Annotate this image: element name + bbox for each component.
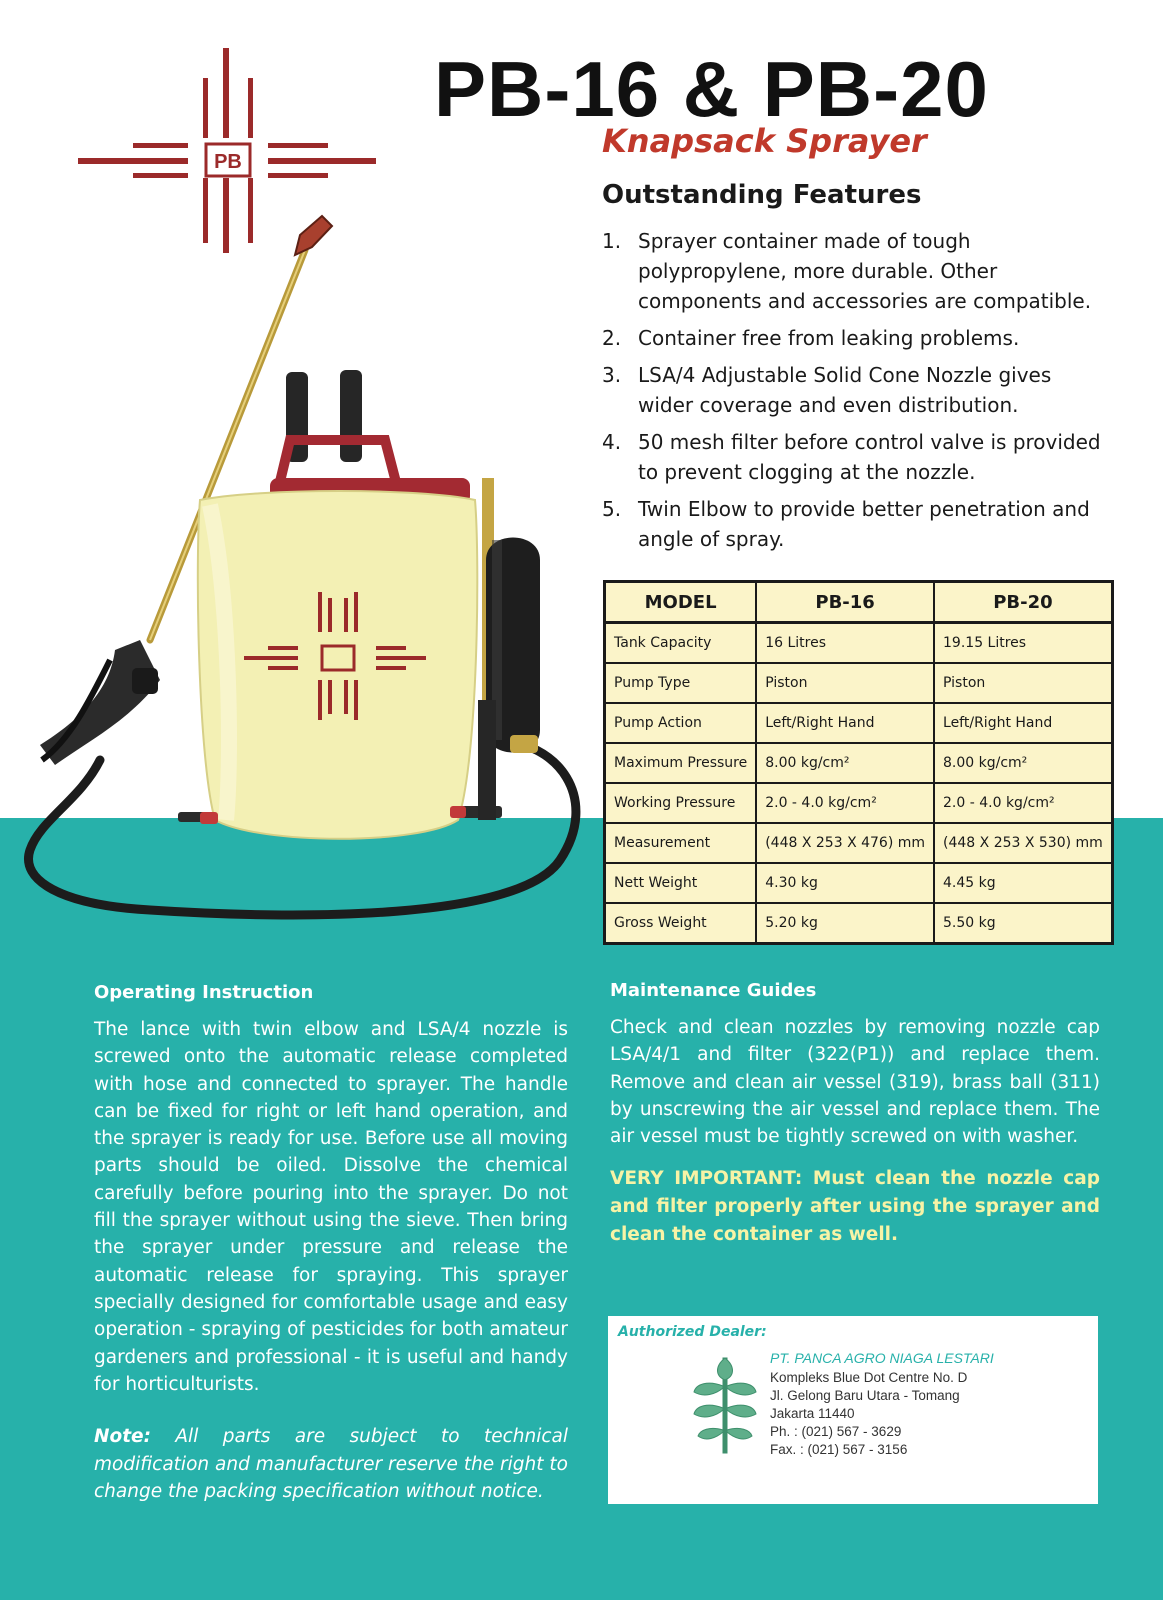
pb16-value: Left/Right Hand — [756, 703, 934, 743]
dealer-address-line: Kompleks Blue Dot Centre No. D — [770, 1370, 968, 1385]
spec-table — [603, 580, 1114, 945]
table-row — [605, 703, 1113, 743]
pb16-value: 5.20 kg — [756, 903, 934, 944]
dealer-phone: Ph. : (021) 567 - 3629 — [770, 1424, 902, 1439]
pb20-value: 19.15 Litres — [934, 623, 1112, 664]
pb20-value: (448 X 253 X 530) mm — [934, 823, 1112, 863]
row-label: Pump Action — [605, 703, 757, 743]
row-label: Tank Capacity — [605, 623, 757, 664]
column-header-pb16: PB-16 — [756, 582, 934, 623]
table-row — [605, 783, 1113, 823]
feature-item — [602, 226, 1102, 316]
feature-item — [602, 323, 1102, 353]
table-header-row — [605, 582, 1113, 623]
row-label: Pump Type — [605, 663, 757, 703]
pb20-value: 5.50 kg — [934, 903, 1112, 944]
feature-text: Sprayer container made of tough polypropylene, more durable. Other components and accessories are compatible. — [638, 229, 1092, 313]
table-row — [605, 623, 1113, 664]
feature-text: Twin Elbow to provide better penetration and angle of spray. — [638, 497, 1090, 551]
feature-item — [602, 360, 1102, 420]
note-label: Note: — [94, 1426, 151, 1447]
row-label: Gross Weight — [605, 903, 757, 944]
table-row — [605, 823, 1113, 863]
column-header-model: MODEL — [605, 582, 757, 623]
logo-letters: PB — [214, 151, 242, 173]
pb16-value: (448 X 253 X 476) mm — [756, 823, 934, 863]
dealer-title: Authorized Dealer: — [618, 1324, 767, 1340]
brand-logo — [78, 48, 378, 258]
row-label: Working Pressure — [605, 783, 757, 823]
page-subtitle: Knapsack Sprayer — [602, 122, 927, 160]
pb20-value: Piston — [934, 663, 1112, 703]
feature-text: LSA/4 Adjustable Solid Cone Nozzle gives wider coverage and even distribution. — [638, 363, 1052, 417]
strap-right — [340, 370, 362, 462]
row-label: Nett Weight — [605, 863, 757, 903]
dealer-name: PT. PANCA AGRO NIAGA LESTARI — [770, 1350, 994, 1366]
operating-instruction-text: The lance with twin elbow and LSA/4 nozzle is screwed onto the automatic release completed with hose and connected to sprayer. The handle can be fixed for right or left hand operation, and the sprayer is ready for use. Before use all moving parts should be oiled. Dissolve the chemical carefully before pouring into the sprayer. Do not fill the sprayer without using the sieve. Then bring the sprayer under pressure and release the automatic release for spraying. This sprayer specially designed for comfortable usage and easy operation - spraying of pesticides for both amateur gardeners and professional - it is useful and handy for horticulturists. — [94, 1019, 568, 1395]
pb20-value: 4.45 kg — [934, 863, 1112, 903]
column-header-pb20: PB-20 — [934, 582, 1112, 623]
features-list — [602, 226, 1102, 561]
features-heading: Outstanding Features — [602, 180, 922, 210]
feature-number: 5. — [602, 497, 622, 521]
table-row — [605, 903, 1113, 944]
note-paragraph — [94, 1423, 568, 1506]
important-notice: VERY IMPORTANT: Must clean the nozzle cap and filter properly after using the sprayer and clean the container as well. — [610, 1168, 1100, 1245]
table-row — [605, 663, 1113, 703]
feature-number: 4. — [602, 430, 622, 454]
page-title: PB-16 & PB-20 — [434, 45, 989, 133]
pb16-value: Piston — [756, 663, 934, 703]
table-row — [605, 863, 1113, 903]
pb20-value: 2.0 - 4.0 kg/cm² — [934, 783, 1112, 823]
maintenance-heading: Maintenance Guides — [610, 980, 817, 1001]
row-label: Measurement — [605, 823, 757, 863]
feature-item — [602, 494, 1102, 554]
pb16-value: 4.30 kg — [756, 863, 934, 903]
feature-item — [602, 427, 1102, 487]
pb16-value: 16 Litres — [756, 623, 934, 664]
operating-instruction-heading: Operating Instruction — [94, 982, 314, 1003]
table-row — [605, 743, 1113, 783]
feature-number: 3. — [602, 363, 622, 387]
feature-number: 1. — [602, 229, 622, 253]
dealer-address-line: Jakarta 11440 — [770, 1406, 855, 1421]
maintenance-text: Check and clean nozzles by removing nozzle cap LSA/4/1 and filter (322(P1)) and replace them. Remove and clean air vessel (319), brass ball (311) by unscrewing the air vessel and replace them. The air vessel must be tightly screwed on with washer. — [610, 1017, 1100, 1148]
dealer-address-line: Jl. Gelong Baru Utara - Tomang — [770, 1388, 960, 1403]
authorized-dealer-box — [608, 1316, 1098, 1504]
pb16-value: 2.0 - 4.0 kg/cm² — [756, 783, 934, 823]
pb20-value: 8.00 kg/cm² — [934, 743, 1112, 783]
note-text: All parts are subject to technical modification and manufacturer reserve the right to change the packing specification without notice. — [94, 1426, 568, 1502]
tank-body — [198, 491, 478, 839]
pb20-value: Left/Right Hand — [934, 703, 1112, 743]
feature-text: 50 mesh filter before control valve is provided to prevent clogging at the nozzle. — [638, 430, 1101, 484]
dealer-fax: Fax. : (021) 567 - 3156 — [770, 1442, 908, 1457]
feature-number: 2. — [602, 326, 622, 350]
pb16-value: 8.00 kg/cm² — [756, 743, 934, 783]
leaf-icon — [690, 1348, 760, 1458]
row-label: Maximum Pressure — [605, 743, 757, 783]
feature-text: Container free from leaking problems. — [638, 326, 1020, 350]
